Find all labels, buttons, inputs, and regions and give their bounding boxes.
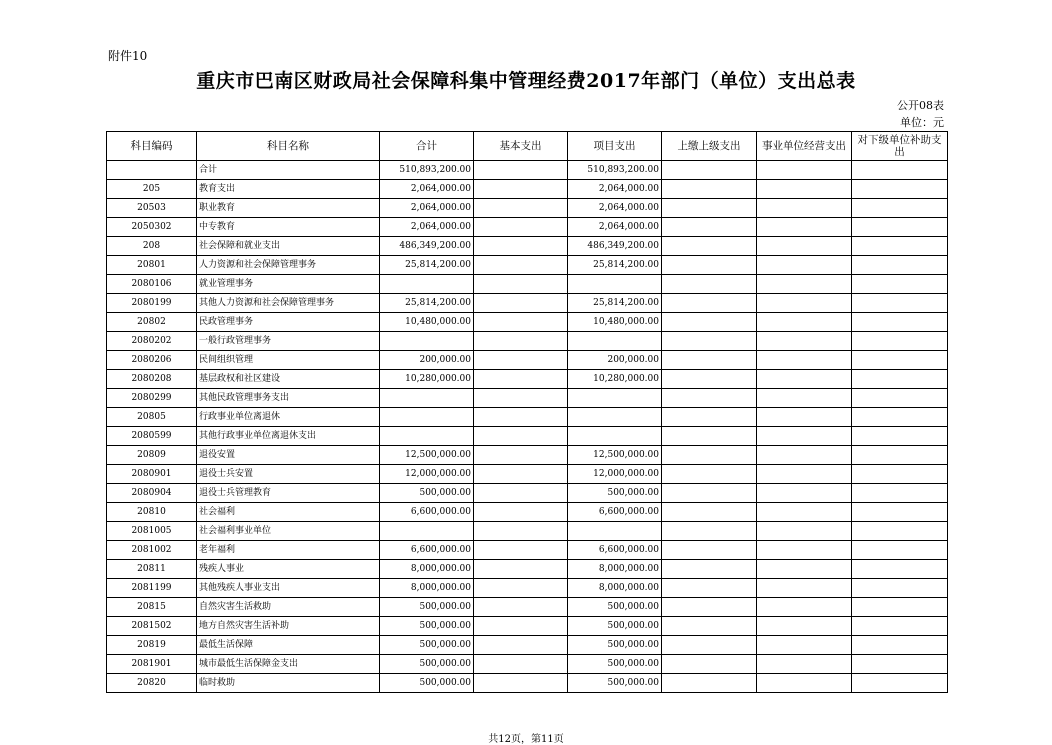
cell-upper [662,598,757,617]
cell-project: 500,000.00 [568,598,662,617]
table-row [107,237,948,256]
cell-upper [662,180,757,199]
cell-total: 200,000.00 [380,351,474,370]
cell-name: 社会福利事业单位 [197,522,380,541]
cell-code: 2080106 [107,275,197,294]
cell-basic [474,617,568,636]
cell-business [757,389,852,408]
cell-subsidy [852,351,948,370]
cell-subsidy [852,579,948,598]
cell-subsidy [852,503,948,522]
cell-subsidy [852,256,948,275]
cell-upper [662,465,757,484]
cell-upper [662,275,757,294]
cell-subsidy [852,161,948,180]
cell-business [757,674,852,693]
cell-business [757,617,852,636]
cell-code: 2080202 [107,332,197,351]
cell-code: 2081002 [107,541,197,560]
cell-project: 2,064,000.00 [568,218,662,237]
cell-name: 合计 [197,161,380,180]
cell-name: 自然灾害生活救助 [197,598,380,617]
cell-code: 2081502 [107,617,197,636]
cell-name: 民政管理事务 [197,313,380,332]
cell-code: 2080199 [107,294,197,313]
cell-project: 2,064,000.00 [568,199,662,218]
cell-total: 10,280,000.00 [380,370,474,389]
cell-subsidy [852,218,948,237]
cell-business [757,560,852,579]
cell-basic [474,522,568,541]
cell-total: 6,600,000.00 [380,541,474,560]
cell-basic [474,294,568,313]
cell-basic [474,560,568,579]
cell-project: 510,893,200.00 [568,161,662,180]
cell-upper [662,237,757,256]
cell-basic [474,180,568,199]
cell-name: 教育支出 [197,180,380,199]
table-row [107,351,948,370]
table-row [107,389,948,408]
cell-basic [474,484,568,503]
cell-total: 510,893,200.00 [380,161,474,180]
cell-upper [662,408,757,427]
cell-total: 500,000.00 [380,636,474,655]
header-code: 科目编码 [107,132,197,161]
cell-basic [474,275,568,294]
cell-subsidy [852,389,948,408]
cell-total: 12,500,000.00 [380,446,474,465]
cell-code: 208 [107,237,197,256]
cell-upper [662,332,757,351]
table-header-row [107,132,948,161]
cell-subsidy [852,484,948,503]
cell-name: 其他残疾人事业支出 [197,579,380,598]
cell-basic [474,408,568,427]
cell-project: 8,000,000.00 [568,579,662,598]
cell-project: 10,480,000.00 [568,313,662,332]
cell-subsidy [852,655,948,674]
cell-subsidy [852,446,948,465]
cell-upper [662,199,757,218]
cell-total [380,408,474,427]
cell-subsidy [852,237,948,256]
cell-project: 6,600,000.00 [568,503,662,522]
cell-code: 20805 [107,408,197,427]
cell-business [757,180,852,199]
cell-business [757,370,852,389]
cell-total: 500,000.00 [380,484,474,503]
cell-subsidy [852,180,948,199]
cell-total [380,522,474,541]
cell-code: 2080299 [107,389,197,408]
table-row [107,655,948,674]
cell-business [757,294,852,313]
cell-basic [474,465,568,484]
cell-name: 职业教育 [197,199,380,218]
cell-project: 200,000.00 [568,351,662,370]
cell-name: 城市最低生活保障金支出 [197,655,380,674]
cell-total: 25,814,200.00 [380,256,474,275]
cell-total: 2,064,000.00 [380,199,474,218]
cell-project: 25,814,200.00 [568,294,662,313]
cell-code: 2080901 [107,465,197,484]
table-row [107,199,948,218]
cell-project: 12,500,000.00 [568,446,662,465]
cell-total [380,332,474,351]
cell-code: 20810 [107,503,197,522]
cell-code [107,161,197,180]
cell-total [380,389,474,408]
cell-code: 2080208 [107,370,197,389]
table-row [107,579,948,598]
cell-business [757,408,852,427]
table-row [107,636,948,655]
cell-subsidy [852,560,948,579]
cell-name: 最低生活保障 [197,636,380,655]
cell-name: 退役士兵安置 [197,465,380,484]
cell-total: 6,600,000.00 [380,503,474,522]
cell-name: 人力资源和社会保障管理事务 [197,256,380,275]
table-row [107,560,948,579]
cell-total: 486,349,200.00 [380,237,474,256]
table-row [107,294,948,313]
cell-code: 2080206 [107,351,197,370]
cell-name: 社会福利 [197,503,380,522]
attachment-label: 附件10 [108,49,148,63]
header-basic: 基本支出 [474,132,568,161]
cell-total: 500,000.00 [380,598,474,617]
cell-basic [474,636,568,655]
cell-business [757,598,852,617]
cell-project [568,332,662,351]
cell-name: 社会保障和就业支出 [197,237,380,256]
cell-code: 2080599 [107,427,197,446]
cell-total: 500,000.00 [380,674,474,693]
cell-project [568,275,662,294]
cell-upper [662,560,757,579]
cell-upper [662,294,757,313]
cell-code: 2080904 [107,484,197,503]
cell-upper [662,389,757,408]
cell-basic [474,351,568,370]
table-row [107,161,948,180]
cell-name: 行政事业单位离退休 [197,408,380,427]
cell-business [757,446,852,465]
cell-code: 20819 [107,636,197,655]
cell-code: 2050302 [107,218,197,237]
cell-project [568,389,662,408]
cell-project: 8,000,000.00 [568,560,662,579]
cell-project: 500,000.00 [568,655,662,674]
cell-subsidy [852,370,948,389]
header-business: 事业单位经营支出 [757,132,852,161]
header-upper: 上缴上级支出 [662,132,757,161]
cell-subsidy [852,617,948,636]
cell-upper [662,427,757,446]
cell-code: 2081199 [107,579,197,598]
cell-basic [474,446,568,465]
table-row [107,617,948,636]
cell-business [757,237,852,256]
cell-subsidy [852,598,948,617]
cell-business [757,465,852,484]
cell-total: 2,064,000.00 [380,218,474,237]
table-row [107,218,948,237]
cell-total: 8,000,000.00 [380,579,474,598]
cell-business [757,427,852,446]
cell-upper [662,218,757,237]
cell-project: 500,000.00 [568,484,662,503]
cell-project: 6,600,000.00 [568,541,662,560]
cell-business [757,484,852,503]
table-body [107,161,948,693]
cell-total: 8,000,000.00 [380,560,474,579]
cell-upper [662,541,757,560]
cell-name: 其他人力资源和社会保障管理事务 [197,294,380,313]
cell-basic [474,389,568,408]
cell-code: 2081005 [107,522,197,541]
cell-name: 残疾人事业 [197,560,380,579]
cell-project: 486,349,200.00 [568,237,662,256]
cell-upper [662,636,757,655]
cell-subsidy [852,427,948,446]
cell-subsidy [852,313,948,332]
cell-basic [474,161,568,180]
cell-project: 25,814,200.00 [568,256,662,275]
header-name: 科目名称 [197,132,380,161]
cell-project: 500,000.00 [568,636,662,655]
table-row [107,180,948,199]
table-row [107,522,948,541]
cell-basic [474,655,568,674]
cell-total: 500,000.00 [380,655,474,674]
cell-name: 基层政权和社区建设 [197,370,380,389]
cell-name: 老年福利 [197,541,380,560]
header-project: 项目支出 [568,132,662,161]
table-row [107,598,948,617]
cell-business [757,275,852,294]
cell-business [757,522,852,541]
cell-business [757,503,852,522]
cell-project: 2,064,000.00 [568,180,662,199]
form-code: 公开08表 [897,99,944,112]
cell-name: 民间组织管理 [197,351,380,370]
cell-subsidy [852,199,948,218]
cell-name: 一般行政管理事务 [197,332,380,351]
cell-basic [474,503,568,522]
table-row [107,503,948,522]
cell-total: 2,064,000.00 [380,180,474,199]
table-row [107,313,948,332]
cell-business [757,655,852,674]
cell-subsidy [852,332,948,351]
page-footer: 共12页，第11页 [488,734,564,745]
cell-basic [474,332,568,351]
cell-basic [474,427,568,446]
cell-subsidy [852,674,948,693]
cell-total [380,275,474,294]
cell-project: 500,000.00 [568,674,662,693]
cell-business [757,636,852,655]
table-row [107,541,948,560]
table-row [107,427,948,446]
cell-business [757,579,852,598]
header-subsidy: 对下级单位补助支出 [852,132,948,161]
cell-project [568,522,662,541]
cell-name: 就业管理事务 [197,275,380,294]
table-row [107,465,948,484]
cell-code: 20802 [107,313,197,332]
cell-code: 2081901 [107,655,197,674]
cell-subsidy [852,541,948,560]
cell-upper [662,313,757,332]
cell-name: 其他民政管理事务支出 [197,389,380,408]
cell-upper [662,503,757,522]
table-row [107,408,948,427]
cell-basic [474,370,568,389]
cell-name: 其他行政事业单位离退休支出 [197,427,380,446]
cell-basic [474,674,568,693]
cell-subsidy [852,408,948,427]
cell-project [568,427,662,446]
cell-upper [662,655,757,674]
cell-code: 20811 [107,560,197,579]
cell-upper [662,579,757,598]
table-row [107,275,948,294]
cell-business [757,313,852,332]
cell-business [757,541,852,560]
table-row [107,370,948,389]
cell-upper [662,351,757,370]
cell-project: 500,000.00 [568,617,662,636]
cell-subsidy [852,465,948,484]
cell-project: 10,280,000.00 [568,370,662,389]
cell-business [757,199,852,218]
cell-subsidy [852,275,948,294]
cell-upper [662,522,757,541]
cell-name: 地方自然灾害生活补助 [197,617,380,636]
cell-total: 25,814,200.00 [380,294,474,313]
cell-upper [662,370,757,389]
cell-upper [662,256,757,275]
cell-code: 20809 [107,446,197,465]
cell-code: 20801 [107,256,197,275]
cell-name: 退役士兵管理教育 [197,484,380,503]
cell-total: 500,000.00 [380,617,474,636]
cell-upper [662,484,757,503]
cell-name: 中专教育 [197,218,380,237]
cell-basic [474,218,568,237]
table-row [107,674,948,693]
cell-upper [662,617,757,636]
cell-business [757,161,852,180]
expenditure-table [106,131,948,693]
cell-basic [474,541,568,560]
cell-basic [474,237,568,256]
cell-total: 12,000,000.00 [380,465,474,484]
cell-basic [474,598,568,617]
cell-basic [474,313,568,332]
cell-code: 20815 [107,598,197,617]
cell-project: 12,000,000.00 [568,465,662,484]
cell-code: 20503 [107,199,197,218]
header-total: 合计 [380,132,474,161]
cell-basic [474,579,568,598]
cell-upper [662,446,757,465]
cell-business [757,256,852,275]
cell-business [757,332,852,351]
cell-upper [662,674,757,693]
cell-project [568,408,662,427]
cell-basic [474,256,568,275]
cell-name: 退役安置 [197,446,380,465]
cell-name: 临时救助 [197,674,380,693]
cell-upper [662,161,757,180]
cell-basic [474,199,568,218]
cell-business [757,218,852,237]
cell-total [380,427,474,446]
cell-subsidy [852,294,948,313]
cell-business [757,351,852,370]
cell-subsidy [852,522,948,541]
cell-code: 205 [107,180,197,199]
unit-label: 单位：元 [900,116,944,129]
table-row [107,484,948,503]
table-row [107,446,948,465]
table-row [107,332,948,351]
table-row [107,256,948,275]
cell-code: 20820 [107,674,197,693]
page-title: 重庆市巴南区财政局社会保障科集中管理经费2017年部门（单位）支出总表 [196,70,856,92]
cell-subsidy [852,636,948,655]
cell-total: 10,480,000.00 [380,313,474,332]
